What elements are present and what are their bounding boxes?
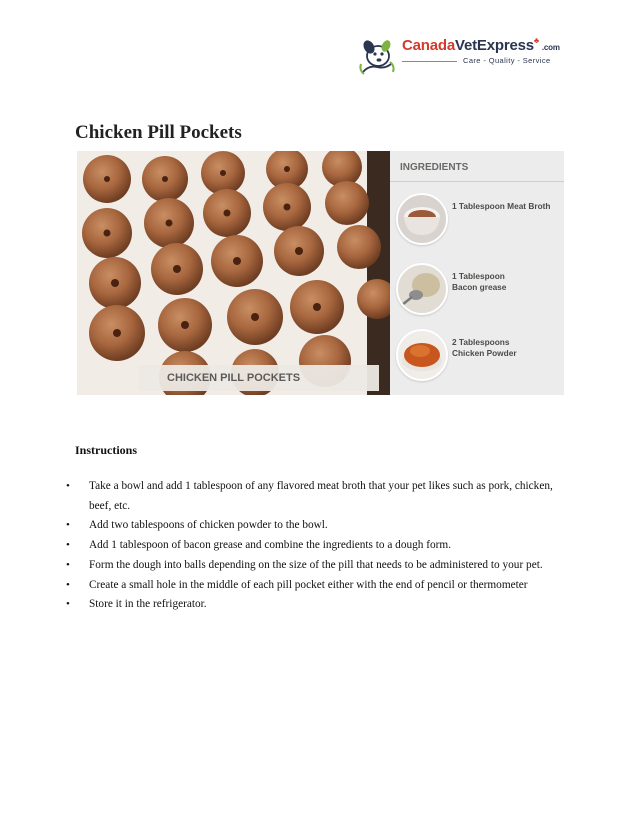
ingredients-heading: INGREDIENTS bbox=[400, 162, 469, 173]
ingredient-text: 1 Tablespoon Bacon grease bbox=[452, 271, 507, 292]
ingredient-item bbox=[396, 193, 562, 253]
bullet-icon: • bbox=[66, 598, 70, 611]
bullet-icon: • bbox=[66, 519, 70, 532]
step-text: Store it in the refrigerator. bbox=[89, 598, 207, 611]
list-item bbox=[66, 516, 566, 536]
bullet-icon: • bbox=[66, 578, 70, 591]
grease-spoon-icon bbox=[396, 263, 448, 315]
ingredient-item bbox=[396, 263, 562, 323]
step-text: Form the dough into balls depending on the size of the pill that needs to be administered to your pet. bbox=[89, 558, 543, 571]
step-text: Take a bowl and add 1 tablespoon of any flavored meat broth that your pet likes such as pork, chicken, beef, etc. bbox=[89, 480, 553, 512]
list-item bbox=[66, 595, 566, 615]
page-title: Chicken Pill Pockets bbox=[75, 122, 242, 143]
bullet-icon: • bbox=[66, 558, 70, 571]
bullet-icon: • bbox=[66, 539, 70, 552]
brand-name-part2: VetExpress bbox=[455, 37, 534, 54]
brand-logo bbox=[355, 34, 570, 76]
broth-bowl-icon bbox=[396, 193, 448, 245]
hero-caption: CHICKEN PILL POCKETS bbox=[139, 365, 379, 391]
ingredient-text: 1 Tablespoon Meat Broth bbox=[452, 201, 551, 211]
recipe-hero-image bbox=[77, 151, 564, 395]
ingredient-item bbox=[396, 329, 562, 389]
list-item bbox=[66, 556, 566, 576]
step-text: Add 1 tablespoon of bacon grease and combine the ingredients to a dough form. bbox=[89, 539, 452, 552]
step-text: Create a small hole in the middle of each pill pocket either with the end of pencil or thermometer bbox=[89, 578, 528, 591]
chicken-powder-icon bbox=[396, 329, 448, 381]
ingredients-divider bbox=[390, 181, 564, 182]
ingredients-panel bbox=[390, 151, 564, 395]
list-item bbox=[66, 576, 566, 596]
brand-tagline: Care - Quality - Service bbox=[463, 56, 551, 65]
instructions-heading: Instructions bbox=[75, 443, 138, 457]
brand-name bbox=[402, 37, 560, 54]
ingredient-text: 2 Tablespoons Chicken Powder bbox=[452, 337, 517, 358]
dog-mascot-icon bbox=[355, 34, 397, 76]
list-item bbox=[66, 536, 566, 556]
brand-name-part1: Canada bbox=[402, 37, 455, 54]
pill-pockets-photo bbox=[77, 151, 390, 395]
bullet-icon: • bbox=[66, 480, 70, 492]
instructions-list bbox=[66, 477, 566, 615]
brand-name-suffix: .com bbox=[541, 43, 560, 52]
list-item bbox=[66, 477, 566, 516]
tagline-divider bbox=[402, 61, 457, 62]
maple-leaf-icon: ♣ bbox=[533, 36, 539, 45]
step-text: Add two tablespoons of chicken powder to the bowl. bbox=[89, 519, 328, 532]
